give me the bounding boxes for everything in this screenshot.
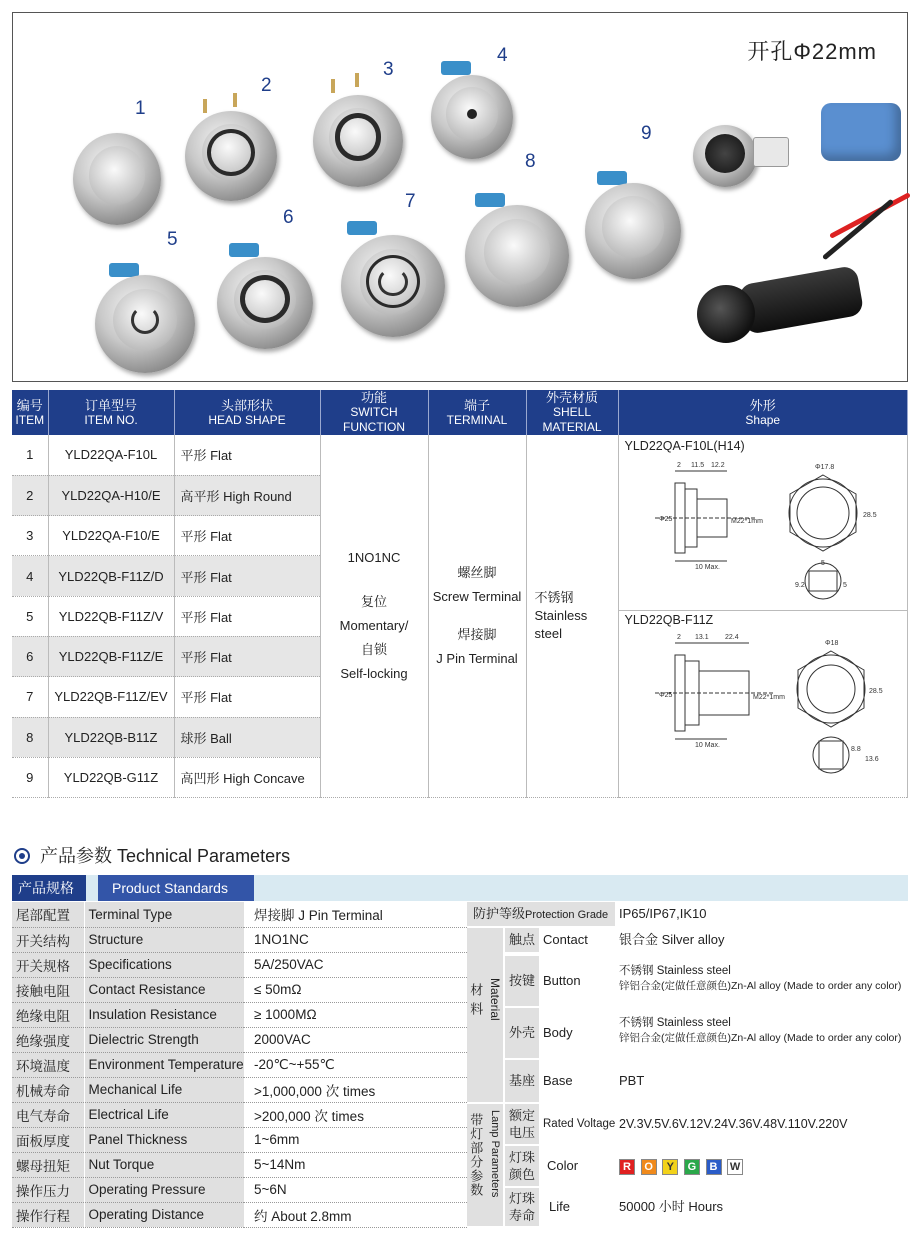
svg-text:Φ25: Φ25 xyxy=(658,692,672,699)
row-8-no: 8 xyxy=(12,717,48,757)
switch-5-image xyxy=(95,275,195,373)
material-body-cn: 外壳 xyxy=(505,1008,539,1058)
param-v: 约 About 2.8mm xyxy=(244,1202,467,1227)
param-cn: 机械寿命 xyxy=(12,1077,84,1102)
shape-drawings-cell xyxy=(618,435,908,798)
param-row xyxy=(12,977,467,1002)
product-standards-bar xyxy=(12,875,908,901)
row-5-no: 5 xyxy=(12,596,48,636)
row-1-no: 1 xyxy=(12,435,48,475)
param-row xyxy=(12,1102,467,1127)
param-v: 5~14Nm xyxy=(244,1152,467,1177)
material-base-value: PBT xyxy=(619,1073,645,1088)
photo-number-9: 9 xyxy=(641,123,652,144)
lamp-life-value: 50000 小时 Hours xyxy=(619,1199,724,1214)
protection-label: 防护等级Protection Grade xyxy=(467,902,615,926)
header-shape: 外形 Shape xyxy=(618,390,908,435)
param-row xyxy=(12,1177,467,1202)
switch-8-image xyxy=(465,205,569,307)
row-3-no: 3 xyxy=(12,516,48,556)
svg-text:Φ17.8: Φ17.8 xyxy=(814,464,834,471)
param-en: Insulation Resistance xyxy=(84,1002,244,1027)
row-5-head: 平形 Flat xyxy=(174,596,320,636)
header-head-shape: 头部形状 HEAD SHAPE xyxy=(174,390,320,435)
material-label: 材料 Material xyxy=(467,928,503,1102)
param-row xyxy=(12,902,467,927)
param-v: 5A/250VAC xyxy=(244,952,467,977)
svg-text:2: 2 xyxy=(676,634,681,641)
cable-switch-image xyxy=(738,265,865,335)
param-cn: 尾部配置 xyxy=(12,902,84,927)
param-v: >200,000 次 times xyxy=(244,1102,467,1127)
right-params xyxy=(467,902,908,1226)
param-cn: 操作行程 xyxy=(12,1202,84,1227)
photo-number-5: 5 xyxy=(167,229,178,250)
color-chip-yellow: Y xyxy=(662,1159,678,1175)
row-6-no: 6 xyxy=(12,636,48,676)
param-cn: 开关结构 xyxy=(12,927,84,952)
svg-text:10 Max.: 10 Max. xyxy=(694,742,720,749)
material-base-cn: 基座 xyxy=(505,1060,539,1102)
param-en: Terminal Type xyxy=(84,902,244,927)
param-row xyxy=(12,1152,467,1177)
param-row xyxy=(12,1052,467,1077)
row-3-head: 平形 Flat xyxy=(174,516,320,556)
row-7-no: 7 xyxy=(12,677,48,717)
header-item: 编号 ITEM xyxy=(12,390,48,435)
param-cn: 电气寿命 xyxy=(12,1102,84,1127)
row-4-item: YLD22QB-F11Z/D xyxy=(48,556,174,596)
param-row xyxy=(12,1077,467,1102)
section-title: 产品参数 Technical Parameters xyxy=(14,842,290,868)
header-terminal: 端子 TERMINAL xyxy=(428,390,526,435)
svg-text:8.8: 8.8 xyxy=(850,746,861,753)
param-v: -20℃~+55℃ xyxy=(244,1052,467,1077)
row-8-item: YLD22QB-B11Z xyxy=(48,717,174,757)
row-1-item: YLD22QA-F10L xyxy=(48,435,174,475)
param-en: Dielectric Strength xyxy=(84,1027,244,1052)
switch-6-image xyxy=(217,257,313,349)
param-v: ≤ 50mΩ xyxy=(244,977,467,1002)
drawing-1 xyxy=(625,453,895,603)
param-row xyxy=(12,1127,467,1152)
param-row xyxy=(12,1027,467,1052)
color-chip-white: W xyxy=(727,1159,743,1175)
row-7-head: 平形 Flat xyxy=(174,677,320,717)
param-en: Contact Resistance xyxy=(84,977,244,1002)
color-chip-orange: O xyxy=(641,1159,657,1175)
row-8-head: 球形 Ball xyxy=(174,717,320,757)
lamp-voltage-cn: 额定电压 xyxy=(505,1104,539,1144)
param-cn: 接触电阻 xyxy=(12,977,84,1002)
row-9-item: YLD22QB-G11Z xyxy=(48,757,174,797)
lamp-color-en: Color xyxy=(547,1158,579,1173)
product-standards-cn: 产品规格 xyxy=(12,875,86,901)
row-9-head: 高凹形 High Concave xyxy=(174,757,320,797)
svg-text:9.2: 9.2 xyxy=(794,582,805,589)
param-row xyxy=(12,952,467,977)
param-v: >1,000,000 次 times xyxy=(244,1077,467,1102)
lamp-color-cn: 灯珠颜色 xyxy=(505,1146,539,1186)
row-2-no: 2 xyxy=(12,475,48,515)
switch-3-image xyxy=(313,95,403,187)
svg-text:M22*1mm: M22*1mm xyxy=(752,694,785,701)
svg-text:M22*1mm: M22*1mm xyxy=(730,518,763,525)
param-en: Specifications xyxy=(84,952,244,977)
switch-9-image xyxy=(585,183,681,279)
param-v: 5~6N xyxy=(244,1177,467,1202)
row-5-item: YLD22QB-F11Z/V xyxy=(48,596,174,636)
switch-4-image xyxy=(431,75,513,159)
row-4-no: 4 xyxy=(12,556,48,596)
material-body-en: Body xyxy=(543,1025,573,1040)
param-v: 1~6mm xyxy=(244,1127,467,1152)
photo-number-8: 8 xyxy=(525,151,536,172)
product-photo-panel xyxy=(12,12,908,382)
bullet-icon xyxy=(14,848,30,864)
material-button-en: Button xyxy=(543,973,581,988)
material-contact-cn: 触点 xyxy=(505,928,539,952)
param-en: Electrical Life xyxy=(84,1102,244,1127)
param-cn: 面板厚度 xyxy=(12,1127,84,1152)
lamp-label: 带灯部分参数 Lamp Parameters xyxy=(467,1104,503,1226)
svg-text:5: 5 xyxy=(820,560,825,567)
svg-text:28.5: 28.5 xyxy=(868,688,883,695)
material-button-value: 不锈钢 Stainless steel 锌铝合金(定做任意颜色)Zn-Al alloy (Made to order any color) xyxy=(619,965,902,992)
lit-switch-image xyxy=(693,125,757,187)
photo-number-1: 1 xyxy=(135,98,146,119)
param-en: Nut Torque xyxy=(84,1152,244,1177)
svg-text:Φ18: Φ18 xyxy=(824,640,838,647)
lamp-life-cn: 灯珠寿命 xyxy=(505,1188,539,1226)
row-6-head: 平形 Flat xyxy=(174,636,320,676)
shell-material-cell: 不锈钢 Stainless steel xyxy=(526,435,618,798)
hole-size-label: 开孔Φ22mm xyxy=(747,39,877,64)
drawing-2-title: YLD22QB-F11Z xyxy=(624,613,714,627)
svg-text:2: 2 xyxy=(676,462,681,469)
row-6-item: YLD22QB-F11Z/E xyxy=(48,636,174,676)
param-cn: 绝缘强度 xyxy=(12,1027,84,1052)
photo-number-4: 4 xyxy=(497,45,508,66)
param-en: Panel Thickness xyxy=(84,1127,244,1152)
color-chip-blue: B xyxy=(706,1159,722,1175)
params-table xyxy=(12,902,467,1228)
lamp-color-chips xyxy=(619,1158,745,1175)
param-cn: 开关规格 xyxy=(12,952,84,977)
row-3-item: YLD22QA-F10/E xyxy=(48,516,174,556)
header-item-no: 订单型号 ITEM NO. xyxy=(48,390,174,435)
param-cn: 螺母扭矩 xyxy=(12,1152,84,1177)
svg-text:10 Max.: 10 Max. xyxy=(694,564,720,571)
material-button-cn: 按键 xyxy=(505,956,539,1006)
svg-text:11.5: 11.5 xyxy=(690,462,704,469)
switch-1-image xyxy=(73,133,161,225)
param-en: Mechanical Life xyxy=(84,1077,244,1102)
photo-number-6: 6 xyxy=(283,207,294,228)
switch-7-image xyxy=(341,235,445,337)
param-cn: 绝缘电阻 xyxy=(12,1002,84,1027)
product-standards-en: Product Standards xyxy=(98,875,254,901)
color-chip-green: G xyxy=(684,1159,700,1175)
terminal-cell: 螺丝脚 Screw Terminal 焊接脚 J Pin Terminal xyxy=(428,435,526,798)
row-9-no: 9 xyxy=(12,757,48,797)
material-contact-en: Contact xyxy=(543,932,588,947)
photo-number-7: 7 xyxy=(405,191,416,212)
param-row xyxy=(12,927,467,952)
param-en: Environment Temperature xyxy=(84,1052,244,1077)
svg-text:13.6: 13.6 xyxy=(864,756,879,763)
row-2-head: 高平形 High Round xyxy=(174,475,320,515)
material-contact-value: 银合金 Silver alloy xyxy=(619,932,725,947)
svg-text:28.5: 28.5 xyxy=(862,512,877,519)
photo-number-3: 3 xyxy=(383,59,394,80)
svg-text:13.1: 13.1 xyxy=(694,634,709,641)
svg-text:Φ25: Φ25 xyxy=(658,516,672,523)
row-1-head: 平形 Flat xyxy=(174,435,320,475)
row-4-head: 平形 Flat xyxy=(174,556,320,596)
lamp-voltage-en: Rated Voltage xyxy=(543,1118,616,1130)
material-body-value: 不锈钢 Stainless steel 锌铝合金(定做任意颜色)Zn-Al alloy (Made to order any color) xyxy=(619,1017,902,1044)
material-base-en: Base xyxy=(543,1073,573,1088)
lamp-life-en: Life xyxy=(549,1199,570,1214)
drawing-2 xyxy=(625,627,895,777)
header-shell-material: 外壳材质 SHELL MATERIAL xyxy=(526,390,618,435)
photo-number-2: 2 xyxy=(261,75,272,96)
model-table xyxy=(12,390,908,798)
param-en: Operating Pressure xyxy=(84,1177,244,1202)
param-v: 2000VAC xyxy=(244,1027,467,1052)
svg-text:22.4: 22.4 xyxy=(724,634,739,641)
wire-connector-image xyxy=(821,103,901,161)
param-v: ≥ 1000MΩ xyxy=(244,1002,467,1027)
svg-text:5: 5 xyxy=(842,582,847,589)
param-v: 焊接脚 J Pin Terminal xyxy=(244,902,467,927)
drawing-1-title: YLD22QA-F10L(H14) xyxy=(624,439,745,453)
param-v: 1NO1NC xyxy=(244,927,467,952)
protection-value: IP65/IP67,IK10 xyxy=(619,906,707,921)
param-row xyxy=(12,1202,467,1227)
param-en: Structure xyxy=(84,927,244,952)
switch-function-cell: 1NO1NC 复位 Momentary/ 自锁 Self-locking xyxy=(320,435,428,798)
lamp-voltage-value: 2V.3V.5V.6V.12V.24V.36V.48V.110V.220V xyxy=(619,1117,848,1131)
switch-2-image xyxy=(185,111,277,201)
param-cn: 环境温度 xyxy=(12,1052,84,1077)
param-cn: 操作压力 xyxy=(12,1177,84,1202)
color-chip-red: R xyxy=(619,1159,635,1175)
param-row xyxy=(12,1002,467,1027)
row-2-item: YLD22QA-H10/E xyxy=(48,475,174,515)
param-en: Operating Distance xyxy=(84,1202,244,1227)
svg-text:12.2: 12.2 xyxy=(710,462,725,469)
row-7-item: YLD22QB-F11Z/EV xyxy=(48,677,174,717)
header-switch-function: 功能 SWITCH FUNCTION xyxy=(320,390,428,435)
